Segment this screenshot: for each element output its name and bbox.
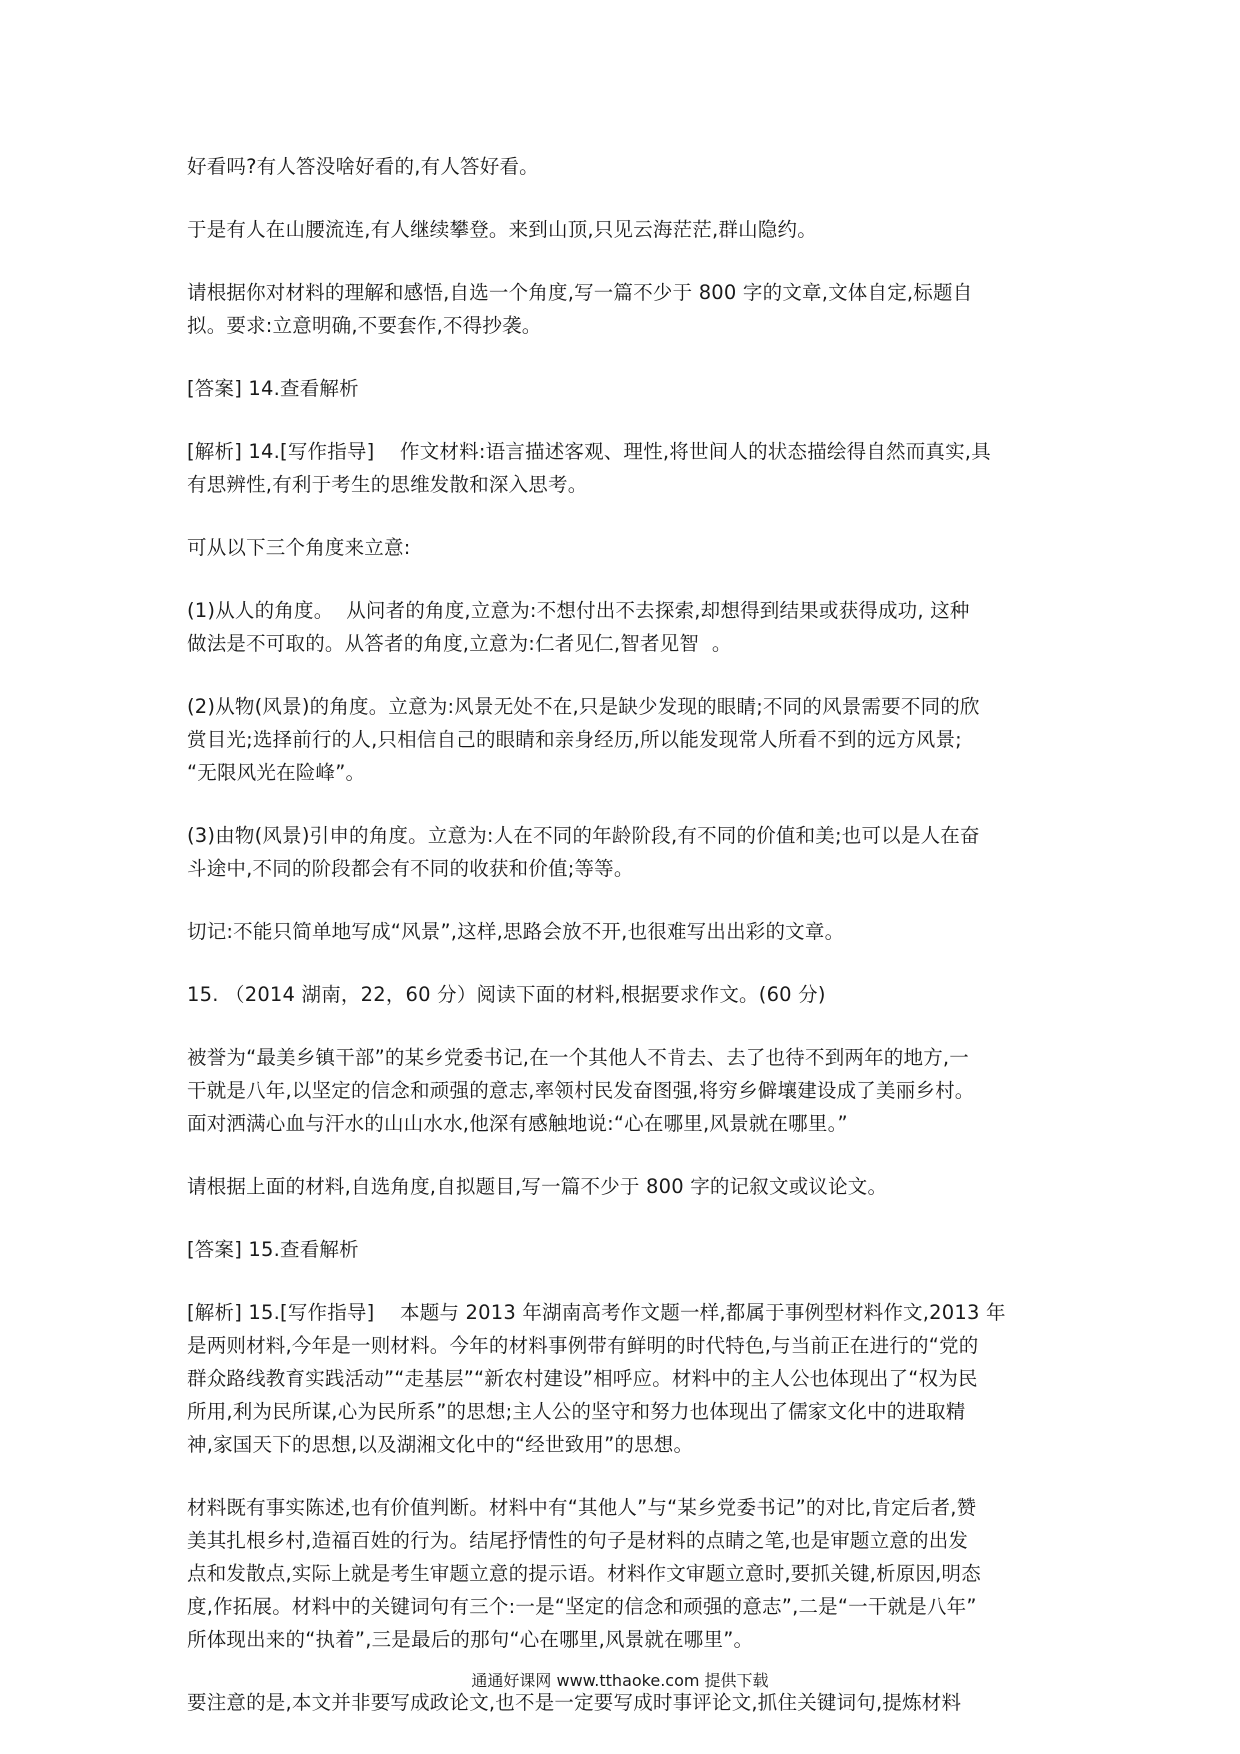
text-line: 干就是八年,以坚定的信念和顽强的意志,率领村民发奋图强,将穷乡僻壤建设成了美丽乡村。 [187, 1079, 975, 1102]
text-line: 面对洒满心血与汗水的山山水水,他深有感触地说:“心在哪里,风景就在哪里。” [187, 1112, 848, 1135]
text-line: 材料既有事实陈述,也有价值判断。材料中有“其他人”与“某乡党委书记”的对比,肯定后者,赞 [187, 1496, 977, 1519]
text-line: 拟。要求:立意明确,不要套作,不得抄袭。 [187, 314, 542, 337]
text-line: 请根据上面的材料,自选角度,自拟题目,写一篇不少于 800 字的记叙文或议论文。 [187, 1175, 888, 1198]
text-line: 所用,利为民所谋,心为民所系”的思想;主人公的坚守和努力也体现出了儒家文化中的进取精 [187, 1400, 966, 1423]
text-line: [解析] 14.[写作指导] 作文材料:语言描述客观、理性,将世间人的状态描绘得自然而真实,具 [187, 440, 991, 463]
text-line: (2)从物(风景)的角度。立意为:风景无处不在,只是缺少发现的眼睛;不同的风景需要不同的欣 [187, 695, 980, 718]
paragraph [187, 1041, 1055, 1140]
text-line: [解析] 15.[写作指导] 本题与 2013 年湖南高考作文题一样,都属于事例型材料作文,2013 年 [187, 1301, 1006, 1324]
paragraph [187, 213, 1055, 246]
paragraph [187, 276, 1055, 342]
text-line: (3)由物(风景)引申的角度。立意为:人在不同的年龄阶段,有不同的价值和美;也可以是人在奋 [187, 824, 980, 847]
text-line: 要注意的是,本文并非要写成政论文,也不是一定要写成时事评论文,抓住关键词句,提炼材料 [187, 1691, 962, 1714]
text-line: “无限风光在险峰”。 [187, 761, 366, 784]
paragraph [187, 1296, 1055, 1461]
text-line: 被誉为“最美乡镇干部”的某乡党委书记,在一个其他人不肯去、去了也待不到两年的地方,一 [187, 1046, 970, 1069]
text-line: 好看吗?有人答没啥好看的,有人答好看。 [187, 155, 539, 178]
paragraph [187, 150, 1055, 183]
text-line: 度,作拓展。材料中的关键词句有三个:一是“坚定的信念和顽强的意志”,二是“一干就是八年” [187, 1595, 977, 1618]
text-line: [答案] 15.查看解析 [187, 1238, 359, 1261]
text-line: 做法是不可取的。从答者的角度,立意为:仁者见仁,智者见智 。 [187, 632, 732, 655]
text-line: [答案] 14.查看解析 [187, 377, 359, 400]
text-line: 切记:不能只简单地写成“风景”,这样,思路会放不开,也很难写出出彩的文章。 [187, 920, 845, 943]
text-line: 美其扎根乡村,造福百姓的行为。结尾抒情性的句子是材料的点睛之笔,也是审题立意的出发 [187, 1529, 969, 1552]
text-line: 是两则材料,今年是一则材料。今年的材料事例带有鲜明的时代特色,与当前正在进行的“党的 [187, 1334, 979, 1357]
text-line: (1)从人的角度。 从问者的角度,立意为:不想付出不去探索,却想得到结果或获得成功, 这种 [187, 599, 970, 622]
paragraph [187, 435, 1055, 501]
paragraph [187, 531, 1055, 564]
paragraph [187, 690, 1055, 789]
text-line: 所体现出来的“执着”,三是最后的那句“心在哪里,风景就在哪里”。 [187, 1628, 754, 1651]
text-line: 群众路线教育实践活动”“走基层”“新农村建设”相呼应。材料中的主人公也体现出了“权为民 [187, 1367, 978, 1390]
text-line: 赏目光;选择前行的人,只相信自己的眼睛和亲身经历,所以能发现常人所看不到的远方风景; [187, 728, 962, 751]
text-line: 有思辨性,有利于考生的思维发散和深入思考。 [187, 473, 588, 496]
paragraph [187, 1491, 1055, 1656]
text-line: 斗途中,不同的阶段都会有不同的收获和价值;等等。 [187, 857, 634, 880]
text-line: 15. （2014 湖南，22，60 分）阅读下面的材料,根据要求作文。(60 分) [187, 983, 826, 1006]
paragraph [187, 372, 1055, 405]
text-line: 于是有人在山腰流连,有人继续攀登。来到山顶,只见云海茫茫,群山隐约。 [187, 218, 817, 241]
document-body [187, 150, 1055, 1749]
paragraph [187, 1233, 1055, 1266]
paragraph [187, 978, 1055, 1011]
paragraph [187, 1170, 1055, 1203]
text-line: 点和发散点,实际上就是考生审题立意的提示语。材料作文审题立意时,要抓关键,析原因,明态 [187, 1562, 981, 1585]
paragraph [187, 594, 1055, 660]
text-line: 可从以下三个角度来立意: [187, 536, 411, 559]
paragraph [187, 915, 1055, 948]
text-line: 请根据你对材料的理解和感悟,自选一个角度,写一篇不少于 800 字的文章,文体自定,标题自 [187, 281, 973, 304]
paragraph [187, 819, 1055, 885]
page-footer: 通通好课网 www.tthaoke.com 提供下载 [471, 1671, 769, 1690]
text-line: 神,家国天下的思想,以及湖湘文化中的“经世致用”的思想。 [187, 1433, 694, 1456]
